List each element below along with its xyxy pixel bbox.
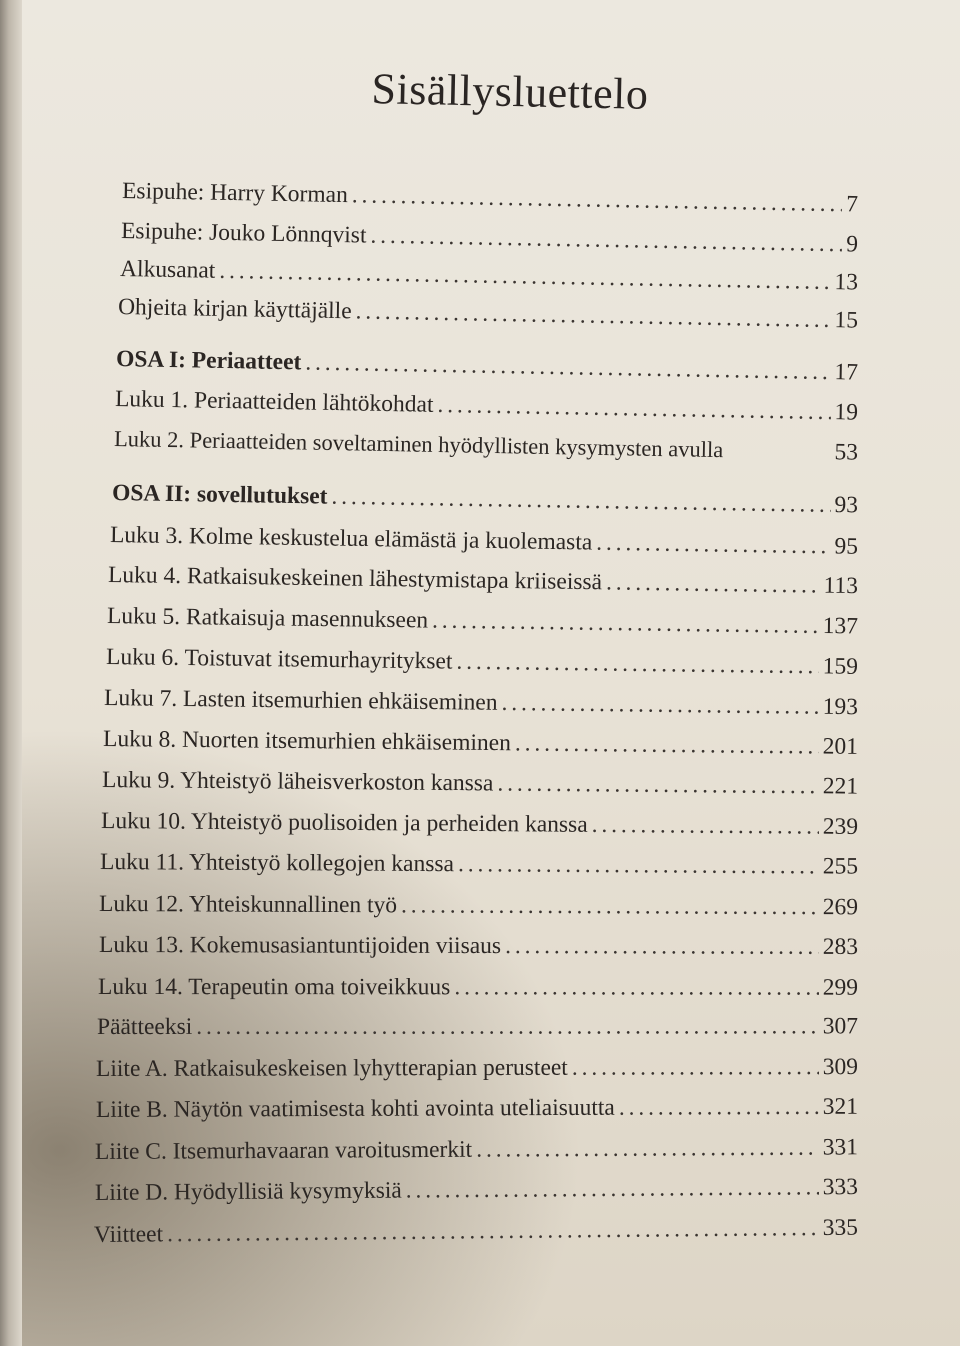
- toc-entry: [108, 562, 858, 607]
- toc-entry: [104, 685, 858, 728]
- toc-entry-label: Liite C. Itsemurhavaaran varoitusmerkit: [94, 1136, 473, 1165]
- toc-entry: [102, 767, 858, 808]
- dot-leader: [432, 608, 819, 640]
- dot-leader: [454, 974, 818, 1001]
- dot-leader: [370, 223, 842, 259]
- toc-entry-label: OSA II: sovellutukset: [111, 480, 328, 510]
- toc-entry-label: Luku 11. Yhteistyö kollegojen kanssa: [99, 849, 455, 878]
- toc-entry-label: Luku 1. Periaatteiden lähtökohdat: [114, 386, 434, 418]
- toc-entry-page: 193: [822, 693, 859, 721]
- dot-leader: [476, 1135, 819, 1164]
- dot-leader: [437, 392, 830, 426]
- toc-entry-page: 9: [845, 231, 859, 258]
- toc-entry-page: 321: [822, 1093, 859, 1120]
- toc-part-heading: [112, 480, 858, 526]
- toc-entry-label: Luku 7. Lasten itsemurhien ehkäiseminen: [103, 685, 498, 716]
- toc-entry-label: Luku 2. Periaatteiden soveltaminen hyödyllisten kysymysten avulla: [113, 426, 724, 463]
- dot-leader: [515, 730, 819, 760]
- toc-entry: [103, 726, 858, 768]
- toc-entry: [98, 974, 858, 1009]
- toc-entry-page: 221: [822, 773, 859, 800]
- dot-leader: [219, 258, 831, 296]
- toc-entry-label: Ohjeita kirjan käyttäjälle: [117, 294, 352, 325]
- toc-entry-label: Liite B. Näytön vaatimisesta kohti avointa uteliaisuutta: [95, 1094, 615, 1123]
- toc-entry-page: 93: [834, 491, 859, 519]
- dot-leader: [606, 569, 820, 599]
- toc-entry-page: 335: [822, 1214, 859, 1242]
- toc-entry-label: Esipuhe: Harry Korman: [121, 178, 349, 209]
- toc-entry-page: 95: [834, 533, 859, 560]
- dot-leader: [331, 484, 830, 519]
- toc-entry-page: 13: [834, 269, 859, 296]
- toc-entry-label: Luku 13. Kokemusasiantuntijoiden viisaus: [98, 932, 502, 960]
- toc-entry-label: Liite A. Ratkaisukeskeisen lyhytterapian perusteet: [95, 1054, 568, 1082]
- dot-leader: [501, 690, 819, 721]
- dot-leader: [355, 298, 830, 334]
- dot-leader: [458, 851, 819, 880]
- toc-entry: [110, 522, 858, 568]
- toc-entry: [107, 603, 858, 647]
- dot-leader: [596, 530, 831, 561]
- toc-entry-label: Alkusanat: [119, 256, 216, 284]
- dot-leader: [456, 649, 819, 681]
- toc-entry: [99, 932, 858, 968]
- toc-entry-page: 159: [822, 653, 859, 680]
- toc-entry-page: 331: [822, 1134, 859, 1161]
- toc-entry-label: Luku 5. Ratkaisuja masennukseen: [106, 603, 429, 634]
- toc-entry-page: 137: [822, 612, 859, 640]
- toc-entry: [122, 178, 858, 225]
- toc-entry: [106, 644, 858, 688]
- toc-entry: [97, 1013, 858, 1048]
- toc-entry-label: Luku 3. Kolme keskustelua elämästä ja kuolemasta: [109, 522, 593, 556]
- toc-entry-label: Luku 6. Toistuvat itsemurhayritykset: [105, 644, 453, 675]
- toc-part-heading: [116, 346, 858, 394]
- toc-entry-label: Luku 8. Nuorten itsemurhien ehkäiseminen: [102, 726, 512, 757]
- dot-leader: [196, 1013, 818, 1041]
- toc-entry-label: Päätteeksi: [96, 1013, 193, 1040]
- toc-entry-page: 269: [822, 894, 859, 921]
- page-title: Sisällysluettelo: [371, 64, 649, 119]
- dot-leader: [619, 1094, 819, 1122]
- toc-entry-page: 299: [822, 974, 859, 1001]
- dot-leader: [497, 770, 819, 800]
- toc-entry-label: Liite D. Hyödyllisiä kysymyksiä: [94, 1177, 402, 1206]
- toc-entry: [99, 891, 858, 928]
- toc-entry: [94, 1215, 858, 1256]
- dot-leader: [592, 812, 819, 841]
- toc-entry-page: 19: [834, 399, 859, 426]
- toc-entry-label: Luku 12. Yhteiskunnallinen työ: [98, 891, 398, 919]
- toc-entry-page: 113: [823, 572, 859, 600]
- toc-entry-page: 53: [834, 439, 859, 466]
- toc-entry-label: Luku 10. Yhteistyö puolisoiden ja perheiden kanssa: [100, 808, 588, 838]
- toc-entry-label: OSA I: Periaatteet: [115, 346, 302, 376]
- toc-entry: [96, 1094, 858, 1131]
- toc-entry-page: 201: [822, 733, 859, 760]
- dot-leader: [505, 933, 819, 961]
- toc-entry-page: 15: [834, 307, 859, 334]
- dot-leader: [406, 1174, 819, 1204]
- toc-entry-label: Viitteet: [93, 1221, 164, 1248]
- toc-entry: [95, 1134, 858, 1173]
- dot-leader: [401, 892, 819, 921]
- toc-entry: [96, 1054, 858, 1090]
- toc-entry-page: 309: [822, 1054, 859, 1081]
- toc-entry: [95, 1174, 858, 1214]
- toc-entry-page: 283: [822, 933, 859, 960]
- toc-entry-page: 7: [845, 191, 859, 218]
- toc-entry: [100, 849, 858, 888]
- toc-entry: [114, 426, 858, 474]
- toc-entry-page: 307: [822, 1013, 859, 1040]
- toc-entry-page: 333: [822, 1174, 859, 1201]
- toc-entry-page: 17: [834, 359, 859, 386]
- dot-leader: [305, 349, 831, 386]
- toc-entry-page: 255: [822, 853, 859, 880]
- dot-leader: [167, 1215, 819, 1248]
- toc-entry: [115, 386, 858, 434]
- toc-entry-label: Esipuhe: Jouko Lönnqvist: [120, 218, 367, 249]
- toc-entry-label: Luku 14. Terapeutin oma toiveikkuus: [97, 974, 451, 1001]
- toc-entry: [101, 808, 858, 848]
- toc-entry-label: Luku 9. Yhteistyö läheisverkoston kanssa: [101, 767, 494, 797]
- toc-entry-page: 239: [822, 813, 859, 840]
- toc-entry-label: Luku 4. Ratkaisukeskeinen lähestymistapa kriiseissä: [107, 562, 603, 596]
- dot-leader: [572, 1054, 819, 1082]
- dot-leader: [352, 182, 843, 218]
